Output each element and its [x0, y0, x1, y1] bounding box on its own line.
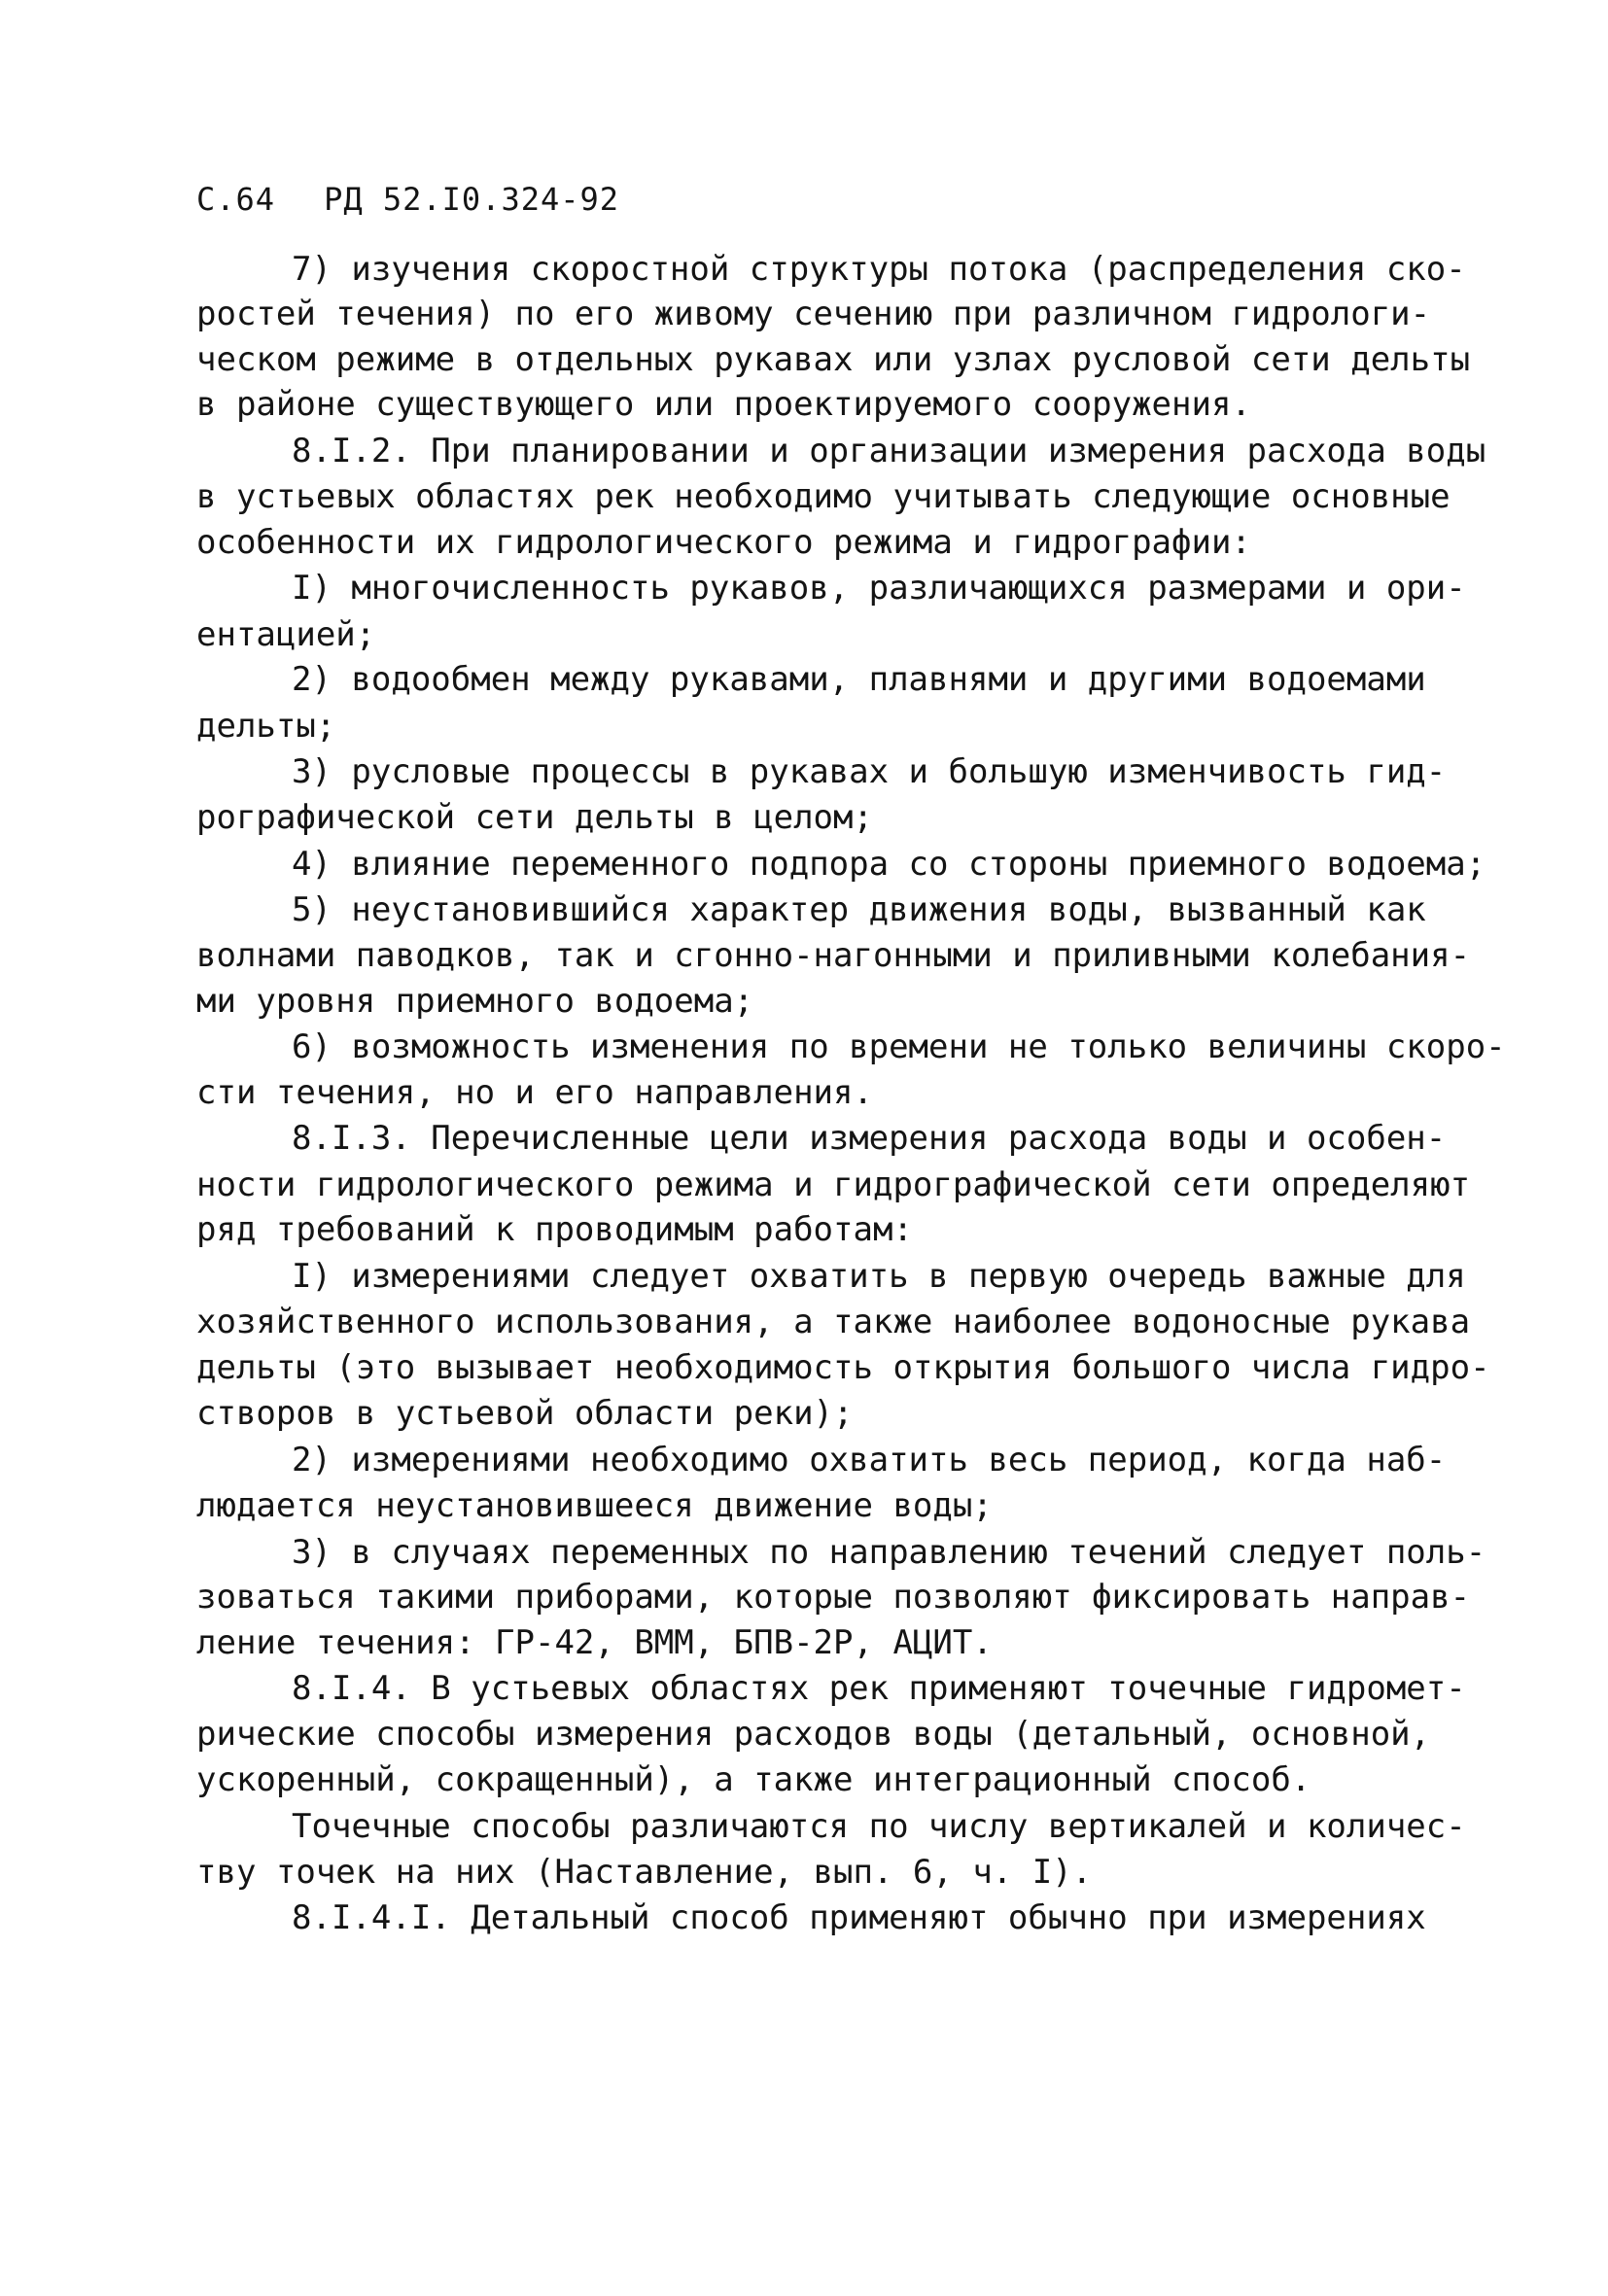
text-line: 3) русловые процессы в рукавах и большую изменчивость гид-	[292, 752, 1447, 791]
text-line: I) многочисленность рукавов, различающихся размерами и ори-	[292, 569, 1466, 608]
text-line: ентацией;	[196, 615, 376, 654]
text-line: 2) водообмен между рукавами, плавнями и другими водоемами	[292, 660, 1426, 699]
text-line: ление течения: ГР-42, ВММ, БПВ-2Р, АЦИТ.	[196, 1623, 993, 1662]
text-line: 8.I.4.I. Детальный способ применяют обычно при измерениях	[292, 1898, 1426, 1937]
text-line: тву точек на них (Наставление, вып. 6, ч. I).	[196, 1853, 1093, 1892]
text-line: сти течения, но и его направления.	[196, 1073, 873, 1112]
text-line: Точечные способы различаются по числу вертикалей и количес-	[292, 1807, 1466, 1846]
text-line: 2) измерениями необходимо охватить весь период, когда наб-	[292, 1441, 1447, 1479]
text-line: 3) в случаях переменных по направлению течений следует поль-	[292, 1533, 1486, 1572]
text-line: рографической сети дельты в целом;	[196, 798, 873, 837]
text-line: 7) изучения скоростной структуры потока (распределения ско-	[292, 250, 1466, 289]
page-header	[196, 181, 619, 218]
page-number: С.64	[196, 181, 276, 218]
text-line: 6) возможность изменения по времени не только величины скоро-	[292, 1027, 1506, 1066]
text-line: ряд требований к проводимым работам:	[196, 1210, 913, 1249]
document-code: РД 52.I0.324-92	[324, 181, 620, 218]
text-line: 8.I.2. При планировании и организации измерения расхода воды	[292, 432, 1486, 470]
text-line: ности гидрологического режима и гидрографической сети определяют	[196, 1165, 1471, 1204]
text-line: ческом режиме в отдельных рукавах или узлах русловой сети дельты	[196, 340, 1471, 379]
text-line: людается неустановившееся движение воды;	[196, 1486, 993, 1525]
text-line: 8.I.3. Перечисленные цели измерения расхода воды и особен-	[292, 1119, 1447, 1158]
text-line: в районе существующего или проектируемого сооружения.	[196, 385, 1251, 424]
text-line: зоваться такими приборами, которые позволяют фиксировать направ-	[196, 1578, 1471, 1617]
text-line: особенности их гидрологического режима и гидрографии:	[196, 523, 1251, 562]
text-line: 4) влияние переменного подпора со стороны приемного водоема;	[292, 845, 1486, 884]
text-line: ускоренный, сокращенный), а также интеграционный способ.	[196, 1760, 1311, 1799]
text-line: ростей течения) по его живому сечению при различном гидрологи-	[196, 295, 1431, 333]
text-line: рические способы измерения расходов воды (детальный, основной,	[196, 1715, 1431, 1754]
text-line: хозяйственного использования, а также наиболее водоносные рукава	[196, 1303, 1471, 1341]
text-line: ми уровня приемного водоема;	[196, 982, 754, 1021]
text-line: дельты;	[196, 707, 336, 746]
text-line: волнами паводков, так и сгонно-нагонными и приливными колебания-	[196, 936, 1471, 975]
text-line: 5) неустановившийся характер движения воды, вызванный как	[292, 890, 1426, 929]
text-line: I) измерениями следует охватить в первую очередь важные для	[292, 1257, 1466, 1296]
text-line: 8.I.4. В устьевых областях рек применяют точечные гидромет-	[292, 1669, 1466, 1708]
text-line: створов в устьевой области реки);	[196, 1394, 854, 1433]
text-line: в устьевых областях рек необходимо учитывать следующие основные	[196, 477, 1451, 516]
text-line: дельты (это вызывает необходимость открытия большого числа гидро-	[196, 1348, 1490, 1387]
